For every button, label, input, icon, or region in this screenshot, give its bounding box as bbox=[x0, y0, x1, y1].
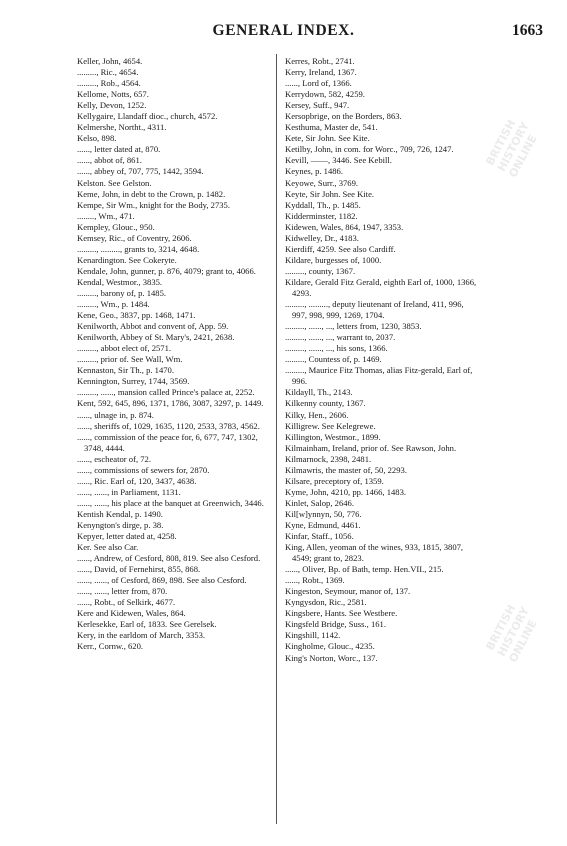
column-divider bbox=[276, 54, 277, 824]
index-entry: Kene, Geo., 3837, pp. 1468, 1471. bbox=[77, 310, 196, 321]
index-entry: Kerres, Robt., 2741. bbox=[285, 56, 355, 66]
index-entry: Kerr., Cornw., 620. bbox=[77, 641, 144, 652]
page-header bbox=[0, 22, 567, 42]
index-entry: King's Norton, Worc., 137. bbox=[285, 652, 378, 663]
index-entry: Kingeston, Seymour, manor of, 137. bbox=[285, 586, 411, 597]
index-entry: ........., ......, ..., warrant to, 2037. bbox=[285, 332, 396, 343]
watermark: BRITISH HISTORY ONLINE bbox=[483, 117, 540, 180]
index-entry: ......, ......, in Parliament, 1131. bbox=[77, 486, 181, 497]
index-entry: Kerry, Ireland, 1367. bbox=[285, 67, 357, 78]
index-entry: Kellome, Notts, 657. bbox=[77, 89, 149, 100]
index-entry: ......, ......, his place at the banquet at Greenwich, 3446. bbox=[77, 497, 264, 508]
index-entry: Kinlet, Salop, 2646. bbox=[285, 497, 354, 508]
index-entry: ......, commission of the peace for, 6, 677, 747, 1302, 3748, 4444. bbox=[77, 431, 258, 453]
index-entry: ........., prior of. See Wall, Wm. bbox=[77, 354, 183, 365]
index-entry: Kilmarnock, 2398, 2481. bbox=[285, 453, 372, 464]
index-entry: ......, ulnage in, p. 874. bbox=[77, 409, 154, 420]
index-entry: Kidderminster, 1182. bbox=[285, 210, 358, 221]
index-entry: Keme, John, in debt to the Crown, p. 1482. bbox=[77, 188, 226, 199]
index-entry: Kempley, Glouc., 950. bbox=[77, 221, 155, 232]
index-entry: Keynes, p. 1486. bbox=[285, 166, 343, 177]
index-entry: Kenilworth, Abbey of St. Mary's, 2421, 2638. bbox=[77, 332, 235, 343]
index-entry: Kenyngton's dirge, p. 38. bbox=[77, 519, 164, 530]
index-entry: ......, Andrew, of Cesford, 808, 819. See also Cesford. bbox=[77, 553, 261, 564]
index-entry: Kemsey, Ric., of Coventry, 2606. bbox=[77, 232, 192, 243]
index-entry: Kyne, Edmund, 4461. bbox=[285, 519, 361, 530]
index-entry: ........., ......, ..., letters from, 1230, 3853. bbox=[285, 321, 422, 332]
index-entry: Kenilworth, Abbot and convent of, App. 59. bbox=[77, 321, 229, 332]
index-entry: Kelmershe, Northt., 4311. bbox=[77, 122, 167, 133]
index-entry: ........., county, 1367. bbox=[285, 265, 356, 276]
index-entry: Kendale, John, gunner, p. 876, 4079; grant to, 4066. bbox=[77, 265, 256, 276]
index-entry: Kyngysdon, Ric., 2581. bbox=[285, 597, 367, 608]
index-entry: ......, ......, of Cesford, 869, 898. See also Cesford. bbox=[77, 575, 247, 586]
index-entry: ........., Countess of, p. 1469. bbox=[285, 354, 382, 365]
index-entry: ........., ........., grants to, 3214, 4648. bbox=[77, 243, 200, 254]
index-entry: Kilsare, preceptory of, 1359. bbox=[285, 475, 384, 486]
index-entry: ......, Lord of, 1366. bbox=[285, 78, 352, 89]
index-entry: Kennaston, Sir Th., p. 1470. bbox=[77, 365, 174, 376]
index-entry: Kere and Kidewen, Wales, 864. bbox=[77, 608, 186, 619]
index-entry: ........., Maurice Fitz Thomas, alias Fitz-gerald, Earl of, 996. bbox=[285, 365, 473, 387]
index-entry: Ketilby, John, in com. for Worc., 709, 726, 1247. bbox=[285, 144, 454, 155]
index-entry: Keyte, Sir John. See Kite. bbox=[285, 188, 375, 199]
index-entry: Kilmawris, the master of, 50, 2293. bbox=[285, 464, 407, 475]
index-entry: Keyowe, Surr., 3769. bbox=[285, 177, 359, 188]
index-entry: ......, Robt., 1369. bbox=[285, 575, 345, 586]
index-entry: Kersopbrige, on the Borders, 863. bbox=[285, 111, 402, 122]
index-entry: ........., abbot elect of, 2571. bbox=[77, 343, 172, 354]
index-entry: Kil[w]ynnyn, 50, 776. bbox=[285, 508, 362, 519]
watermark: BRITISH HISTORY ONLINE bbox=[483, 602, 540, 665]
index-entry: ......, Oliver, Bp. of Bath, temp. Hen.VII., 215. bbox=[285, 564, 444, 575]
index-entry: Kildare, burgesses of, 1000. bbox=[285, 254, 382, 265]
index-entry: Killigrew. See Kelegrewe. bbox=[285, 420, 376, 431]
index-entry: Kidewen, Wales, 864, 1947, 3353. bbox=[285, 221, 404, 232]
index-entry: ......, sheriffs of, 1029, 1635, 1120, 2533, 3783, 4562. bbox=[77, 420, 260, 431]
index-entry: Ker. See also Car. bbox=[77, 542, 139, 553]
index-entry: Kingsfeld Bridge, Suss., 161. bbox=[285, 619, 386, 630]
running-title: GENERAL INDEX. bbox=[212, 22, 355, 39]
index-entry: Kilmainham, Ireland, prior of. See Rawson, John. bbox=[285, 442, 457, 453]
index-entry: ........., ......, mansion called Prince's palace at, 2252. bbox=[77, 387, 255, 398]
index-entry: ........., barony of, p. 1485. bbox=[77, 287, 167, 298]
index-entry: Kelston. See Gelston. bbox=[77, 177, 152, 188]
index-entry: Kesthuma, Master de, 541. bbox=[285, 122, 378, 133]
index-entry: ........., Rob., 4564. bbox=[77, 78, 141, 89]
index-entry: Kerlesekke, Earl of, 1833. See Gerelsek. bbox=[77, 619, 217, 630]
index-entry: Kery, in the earldom of March, 3353. bbox=[77, 630, 206, 641]
index-entry: ......, escheator of, 72. bbox=[77, 453, 151, 464]
index-entry: ........., Ric., 4654. bbox=[77, 67, 139, 78]
index-entry: ......, abbot of, 861. bbox=[77, 155, 142, 166]
index-entry: Kingholme, Glouc., 4235. bbox=[285, 641, 375, 652]
index-entry: Kentish Kendal, p. 1490. bbox=[77, 508, 163, 519]
index-column-left bbox=[77, 56, 268, 653]
index-entry: Kilky, Hen., 2606. bbox=[285, 409, 349, 420]
index-entry: ......, Robt., of Selkirk, 4677. bbox=[77, 597, 176, 608]
index-entry: Kent, 592, 645, 896, 1371, 1786, 3087, 3297, p. 1449. bbox=[77, 398, 264, 409]
index-entry: ......, David, of Fernehirst, 855, 868. bbox=[77, 564, 201, 575]
index-entry: King, Allen, yeoman of the wines, 933, 1815, 3807, 4549; grant to, 2823. bbox=[285, 542, 464, 564]
page-number: 1663 bbox=[512, 22, 543, 39]
index-column-right bbox=[285, 56, 479, 664]
index-entry: Kildare, Gerald Fitz Gerald, eighth Earl of, 1000, 1366, 4293. bbox=[285, 276, 477, 298]
index-entry: Kepyer, letter dated at, 4258. bbox=[77, 531, 177, 542]
index-entry: Kingshill, 1142. bbox=[285, 630, 341, 641]
index-entry: Kerrydown, 582, 4259. bbox=[285, 89, 365, 100]
index-entry: Kildayll, Th., 2143. bbox=[285, 387, 353, 398]
index-entry: Kelly, Devon, 1252. bbox=[77, 100, 147, 111]
index-entry: Kingsbere, Hants. See Westbere. bbox=[285, 608, 398, 619]
index-entry: Kinfar, Staff., 1056. bbox=[285, 531, 354, 542]
index-entry: Keller, John, 4654. bbox=[77, 56, 143, 66]
index-entry: ........., ........., deputy lieutenant of Ireland, 411, 996, 997, 998, 999, 1269, 1704. bbox=[285, 299, 464, 321]
index-entry: Killington, Westmor., 1899. bbox=[285, 431, 381, 442]
index-entry: Kierdiff, 4259. See also Cardiff. bbox=[285, 243, 396, 254]
index-entry: ........., Wm., p. 1484. bbox=[77, 299, 150, 310]
index-entry: Kilkenny county, 1367. bbox=[285, 398, 366, 409]
index-entry: ......, abbey of, 707, 775, 1442, 3594. bbox=[77, 166, 204, 177]
index-entry: Kyddall, Th., p. 1485. bbox=[285, 199, 361, 210]
index-entry: ......, commissions of sewers for, 2870. bbox=[77, 464, 210, 475]
index-entry: Kelso, 898. bbox=[77, 133, 117, 144]
index-entry: Kersey, Suff., 947. bbox=[285, 100, 350, 111]
index-entry: Kennington, Surrey, 1744, 3569. bbox=[77, 376, 190, 387]
index-entry: Kenardington. See Cokeryte. bbox=[77, 254, 177, 265]
index-entry: ........., ......, ..., his sons, 1366. bbox=[285, 343, 388, 354]
index-entry: Kyme, John, 4210, pp. 1466, 1483. bbox=[285, 486, 407, 497]
index-entry: Kete, Sir John. See Kite. bbox=[285, 133, 370, 144]
index-entry: Kevill, ——, 3446. See Kebill. bbox=[285, 155, 392, 166]
index-entry: ......, Ric. Earl of, 120, 3437, 4638. bbox=[77, 475, 197, 486]
index-entry: Kidwelley, Dr., 4183. bbox=[285, 232, 359, 243]
index-entry: ......, letter dated at, 870. bbox=[77, 144, 161, 155]
index-entry: Kendal, Westmor., 3835. bbox=[77, 276, 163, 287]
index-entry: Kempe, Sir Wm., knight for the Body, 2735. bbox=[77, 199, 231, 210]
index-entry: Kellygaire, Llandaff dioc., church, 4572. bbox=[77, 111, 218, 122]
index-entry: ......, ......, letter from, 870. bbox=[77, 586, 168, 597]
index-entry: ........, Wm., 471. bbox=[77, 210, 135, 221]
